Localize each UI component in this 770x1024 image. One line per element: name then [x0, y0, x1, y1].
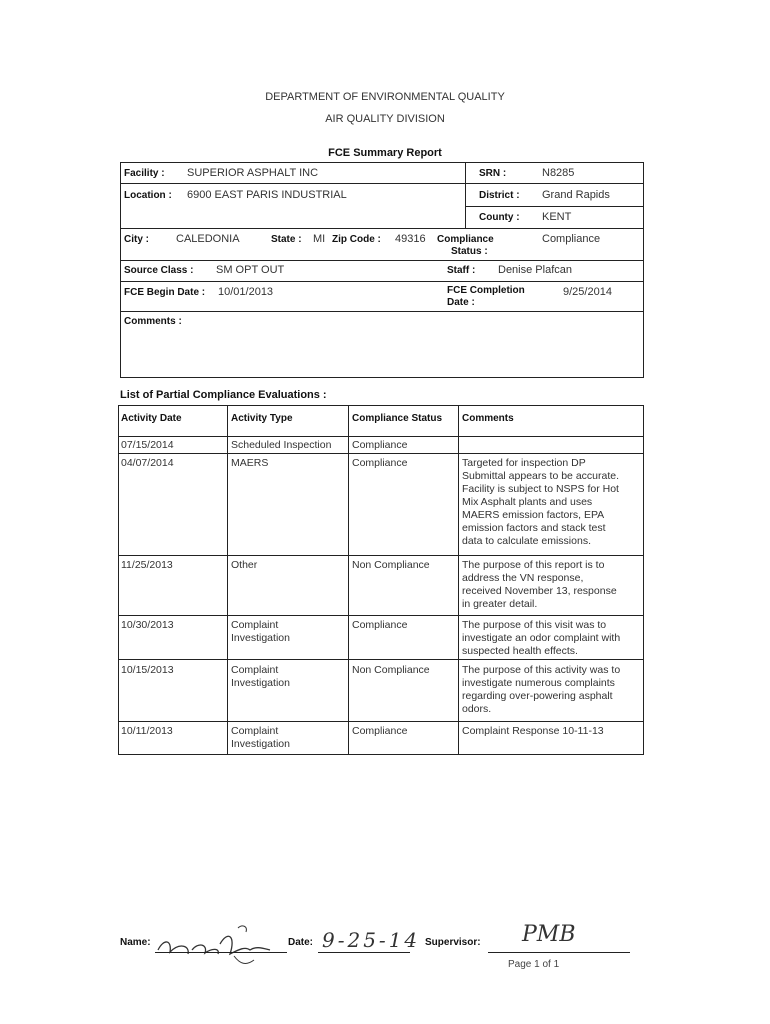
row-comment-line: Facility is subject to NSPS for Hot: [462, 483, 619, 495]
col-header-activity-date: Activity Date: [121, 413, 182, 424]
row-type: Complaint: [231, 664, 279, 676]
row-type-line2: Investigation: [231, 738, 290, 750]
city-label: City :: [124, 234, 149, 245]
row-type-line2: Investigation: [231, 632, 290, 644]
staff-label: Staff :: [447, 265, 476, 276]
row-status: Compliance: [352, 725, 408, 737]
row-status: Compliance: [352, 457, 408, 469]
facility-value: SUPERIOR ASPHALT INC: [187, 167, 319, 179]
comments-label: Comments :: [124, 316, 182, 327]
row-comment-line: Mix Asphalt plants and uses: [462, 496, 593, 508]
fce-begin-label: FCE Begin Date :: [124, 287, 206, 298]
col-header-comments: Comments: [462, 413, 514, 424]
supervisor-initials: PMB: [522, 922, 576, 947]
row-date: 10/15/2013: [121, 664, 174, 676]
row-comment-line: investigate numerous complaints: [462, 677, 615, 689]
district-label: District :: [479, 190, 520, 201]
row-comment-line: Submittal appears to be accurate.: [462, 470, 620, 482]
compliance-status-label-line2: Status :: [451, 246, 488, 257]
city-value: CALEDONIA: [176, 233, 240, 245]
row-comment-line: odors.: [462, 703, 492, 715]
division-heading: AIR QUALITY DIVISION: [325, 113, 445, 125]
zip-value: 49316: [395, 233, 426, 245]
srn-label: SRN :: [479, 168, 507, 179]
row-type: Complaint: [231, 725, 279, 737]
row-date: 11/25/2013: [121, 559, 173, 571]
row-date: 10/30/2013: [121, 619, 174, 631]
row-type: Other: [231, 559, 258, 571]
source-class-label: Source Class :: [124, 265, 194, 276]
row-type: MAERS: [231, 457, 269, 469]
row-status: Compliance: [352, 619, 408, 631]
row-comment-line: in greater detail.: [462, 598, 538, 610]
srn-value: N8285: [542, 167, 575, 179]
signed-date: 9-25-14: [322, 928, 421, 952]
facility-label: Facility :: [124, 168, 165, 179]
location-label: Location :: [124, 190, 172, 201]
row-status: Non Compliance: [352, 559, 430, 571]
staff-value: Denise Plafcan: [498, 264, 572, 276]
row-comment-line: MAERS emission factors, EPA: [462, 509, 605, 521]
row-comment-line: The purpose of this activity was to: [462, 664, 621, 676]
row-type-line2: Investigation: [231, 677, 290, 689]
report-title: FCE Summary Report: [328, 147, 442, 159]
row-comment-line: emission factors and stack test: [462, 522, 606, 534]
row-comment-line: data to calculate emissions.: [462, 535, 591, 547]
row-date: 04/07/2014: [121, 457, 174, 469]
fce-begin-value: 10/01/2013: [218, 286, 274, 298]
fce-completion-label-line2: Date :: [447, 297, 475, 308]
state-value: MI: [313, 233, 326, 245]
district-value: Grand Rapids: [542, 189, 610, 201]
compliance-status-label: Compliance: [437, 234, 494, 245]
county-value: KENT: [542, 211, 572, 223]
row-comment-line: The purpose of this report is to: [462, 559, 605, 571]
supervisor-label: Supervisor:: [425, 937, 481, 948]
col-header-compliance-status: Compliance Status: [352, 413, 443, 424]
fce-completion-label: FCE Completion: [447, 285, 525, 296]
col-header-activity-type: Activity Type: [231, 413, 293, 424]
name-label: Name:: [120, 937, 151, 948]
row-comment-line: regarding over-powering asphalt: [462, 690, 613, 702]
source-class-value: SM OPT OUT: [216, 264, 285, 276]
row-comment-line: address the VN response,: [462, 572, 584, 584]
row-comment-line: investigate an odor complaint with: [462, 632, 621, 644]
row-type: Scheduled Inspection: [231, 439, 332, 451]
compliance-status-value: Compliance: [542, 233, 601, 245]
row-comment-line: Complaint Response 10-11-13: [462, 725, 604, 737]
row-date: 10/11/2013: [121, 725, 173, 737]
row-comment-line: suspected health effects.: [462, 645, 578, 657]
row-comment-line: received November 13, response: [462, 585, 617, 597]
handwritten-signature: [150, 920, 288, 970]
location-value: 6900 EAST PARIS INDUSTRIAL: [187, 189, 347, 201]
date-label: Date:: [288, 937, 314, 948]
county-label: County :: [479, 212, 520, 223]
row-comment-line: Targeted for inspection DP: [462, 457, 586, 469]
page-number: Page 1 of 1: [508, 959, 560, 970]
zip-label: Zip Code :: [332, 234, 381, 245]
pce-list-title: List of Partial Compliance Evaluations :: [120, 389, 327, 401]
fce-completion-value: 9/25/2014: [563, 286, 612, 298]
row-comment-line: The purpose of this visit was to: [462, 619, 607, 631]
state-label: State :: [271, 234, 302, 245]
department-heading: DEPARTMENT OF ENVIRONMENTAL QUALITY: [265, 91, 505, 103]
row-status: Compliance: [352, 439, 408, 451]
row-date: 07/15/2014: [121, 439, 174, 451]
row-status: Non Compliance: [352, 664, 430, 676]
row-type: Complaint: [231, 619, 279, 631]
